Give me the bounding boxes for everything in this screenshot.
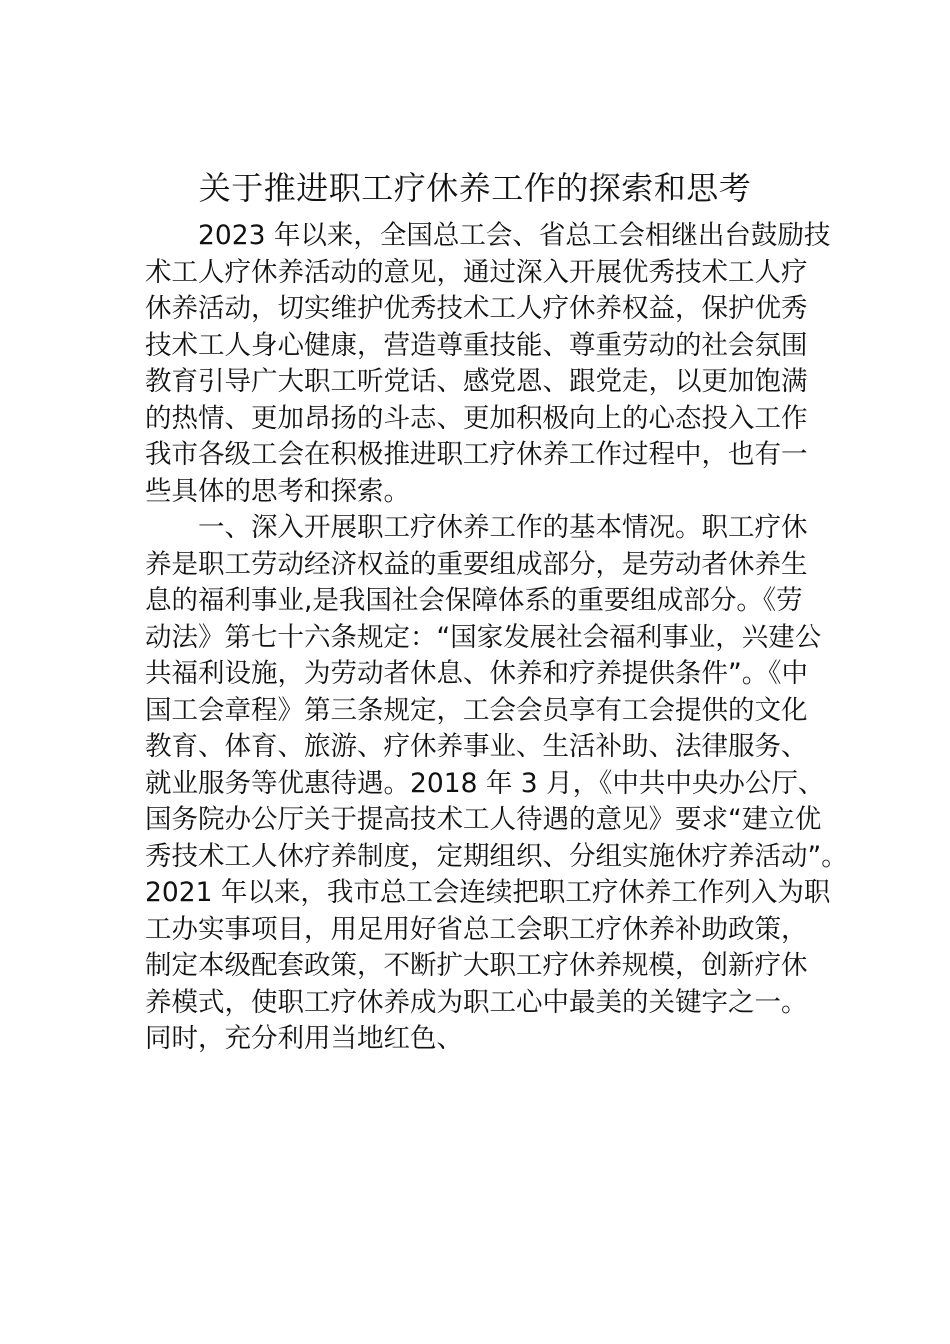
- paragraph-line: 技术工人身心健康，营造尊重技能、尊重劳动的社会氛围: [145, 329, 808, 361]
- paragraph-line: 教育、体育、旅游、疗休养事业、生活补助、法律服务、: [145, 731, 808, 762]
- paragraph-line: 工办实事项目，用足用好省总工会职工疗休养补助政策，: [145, 913, 808, 945]
- paragraph-line: 国工会章程》第三条规定，工会会员享有工会提供的文化: [145, 694, 808, 726]
- paragraph-line: 2023 年以来，全国总工会、省总工会相继出台鼓励技: [198, 220, 831, 251]
- paragraph-line: 动法》第七十六条规定：“国家发展社会福利事业，兴建公: [145, 621, 822, 653]
- paragraph-line: 就业服务等优惠待遇。2018 年 3 月，《中共中央办公厅、: [145, 767, 825, 799]
- paragraph-line: 我市各级工会在积极推进职工疗休养工作过程中，也有一: [145, 439, 808, 470]
- paragraph-line: 一、深入开展职工疗休养工作的基本情况。职工疗休: [198, 512, 808, 543]
- paragraph-line: 的热情、更加昂扬的斗志、更加积极向上的心态投入工作: [145, 402, 808, 434]
- paragraph-line: 些具体的思考和探索。: [145, 475, 410, 507]
- paragraph-line: 2021 年以来，我市总工会连续把职工疗休养工作列入为职: [145, 877, 831, 908]
- paragraph-line: 息的福利事业,是我国社会保障体系的重要组成部分。《劳: [145, 585, 803, 616]
- document-title: 关于推进职工疗休养工作的探索和思考: [198, 169, 752, 207]
- paragraph-line: 国务院办公厅关于提高技术工人待遇的意见》要求“建立优: [145, 804, 822, 835]
- paragraph-line: 制定本级配套政策，不断扩大职工疗休养规模，创新疗休: [145, 950, 808, 981]
- paragraph-line: 教育引导广大职工听党话、感党恩、跟党走，以更加饱满: [145, 366, 808, 397]
- paragraph-line: 术工人疗休养活动的意见，通过深入开展优秀技术工人疗: [145, 256, 808, 288]
- paragraph-line: 秀技术工人休疗养制度，定期组织、分组实施休疗养活动”。: [145, 840, 848, 872]
- paragraph-line: 同时，充分利用当地红色、: [145, 1023, 463, 1054]
- paragraph-line: 共福利设施，为劳动者休息、休养和疗养提供条件”。《中: [145, 658, 808, 689]
- paragraph-line: 休养活动，切实维护优秀技术工人疗休养权益，保护优秀: [145, 293, 808, 324]
- paragraph-line: 养是职工劳动经济权益的重要组成部分，是劳动者休养生: [145, 548, 808, 580]
- document-body: [145, 218, 848, 1058]
- paragraph-line: 养模式，使职工疗休养成为职工心中最美的关键字之一。: [145, 986, 808, 1018]
